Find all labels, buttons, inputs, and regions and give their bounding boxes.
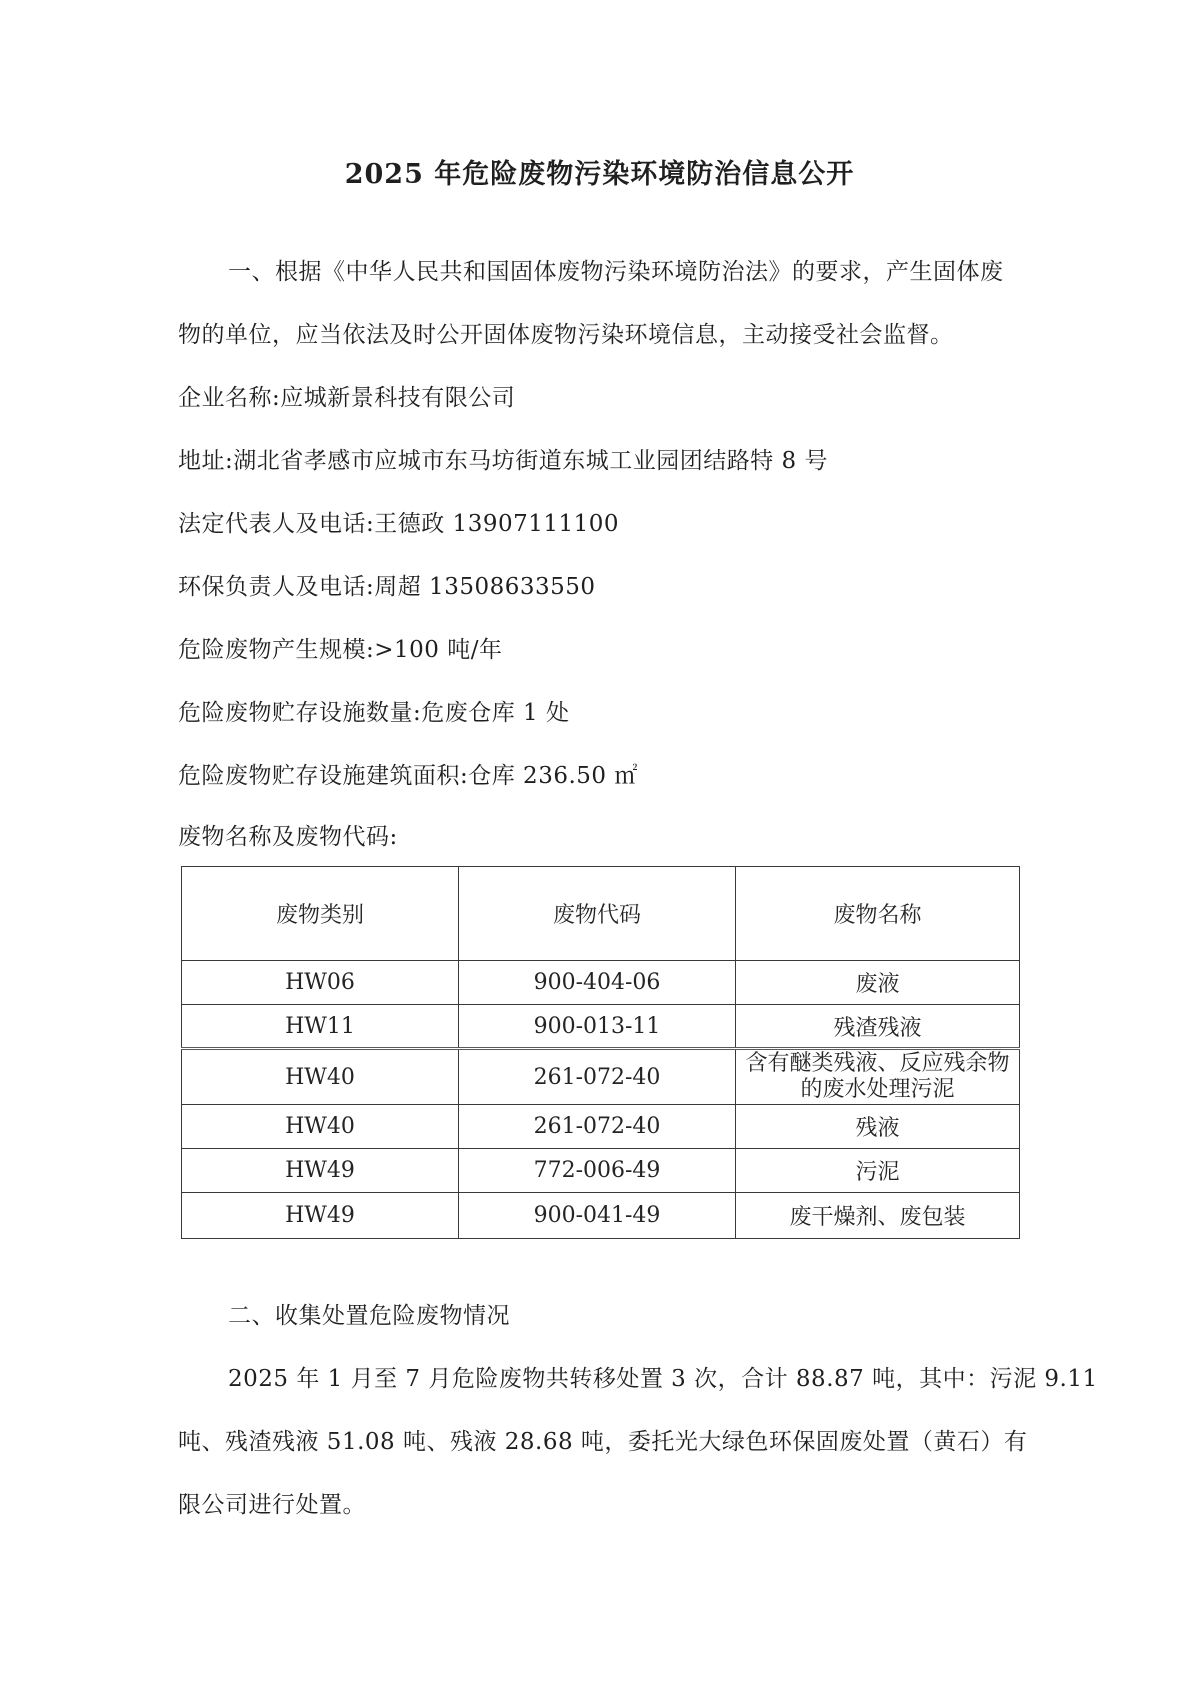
table-row: [182, 961, 1020, 1005]
field-legal-rep-phone: 法定代表人及电话:王德政 13907111100: [178, 511, 620, 537]
waste-code-table: [181, 866, 1020, 1239]
section2-line-2: 吨、残渣残液 51.08 吨、残液 28.68 吨，委托光大绿色环保固废处置（黄石）有: [178, 1429, 1028, 1455]
field-address: 地址:湖北省孝感市应城市东马坊街道东城工业园团结路特 8 号: [178, 448, 829, 474]
section2-line-3: 限公司进行处置。: [178, 1492, 366, 1518]
cell-waste-category: HW49: [182, 1149, 459, 1193]
cell-waste-code: 261-072-40: [459, 1105, 736, 1149]
intro-line-2: 物的单位，应当依法及时公开固体废物污染环境信息，主动接受社会监督。: [178, 322, 954, 348]
table-row: [182, 1149, 1020, 1193]
cell-waste-name: 残液: [736, 1105, 1020, 1149]
cell-waste-name: 废液: [736, 961, 1020, 1005]
intro-line-1: 一、根据《中华人民共和国固体废物污染环境防治法》的要求，产生固体废: [228, 259, 1004, 285]
cell-waste-category: HW06: [182, 961, 459, 1005]
table-row: [182, 1049, 1020, 1105]
section2-line-1: 2025 年 1 月至 7 月危险废物共转移处置 3 次，合计 88.87 吨，其中：污泥 9.11: [228, 1366, 1098, 1392]
cell-waste-name: 含有醚类残液、反应残余物的废水处理污泥: [736, 1049, 1020, 1105]
table-row: [182, 1005, 1020, 1049]
cell-waste-category: HW40: [182, 1049, 459, 1105]
cell-waste-code: 900-013-11: [459, 1005, 736, 1049]
cell-waste-name: 废干燥剂、废包装: [736, 1193, 1020, 1239]
cell-waste-name: 残渣残液: [736, 1005, 1020, 1049]
waste-table-caption: 废物名称及废物代码:: [178, 824, 398, 850]
field-storage-area: 危险废物贮存设施建筑面积:仓库 236.50 ㎡: [178, 763, 638, 789]
cell-waste-category: HW40: [182, 1105, 459, 1149]
field-generation-scale: 危险废物产生规模:>100 吨/年: [178, 637, 503, 663]
cell-waste-code: 261-072-40: [459, 1049, 736, 1105]
table-row: [182, 1105, 1020, 1149]
cell-waste-category: HW11: [182, 1005, 459, 1049]
field-env-officer-phone: 环保负责人及电话:周超 13508633550: [178, 574, 596, 600]
cell-waste-code: 900-041-49: [459, 1193, 736, 1239]
cell-waste-code: 900-404-06: [459, 961, 736, 1005]
field-storage-count: 危险废物贮存设施数量:危废仓库 1 处: [178, 700, 570, 726]
cell-waste-category: HW49: [182, 1193, 459, 1239]
cell-waste-code: 772-006-49: [459, 1149, 736, 1193]
table-header-row: [182, 867, 1020, 961]
table-row: [182, 1193, 1020, 1239]
header-waste-code: 废物代码: [459, 867, 736, 961]
field-company-name: 企业名称:应城新景科技有限公司: [178, 385, 516, 411]
document-title: 2025 年危险废物污染环境防治信息公开: [344, 159, 855, 190]
header-waste-category: 废物类别: [182, 867, 459, 961]
section2-heading: 二、收集处置危险废物情况: [228, 1303, 510, 1329]
cell-waste-name: 污泥: [736, 1149, 1020, 1193]
header-waste-name: 废物名称: [736, 867, 1020, 961]
